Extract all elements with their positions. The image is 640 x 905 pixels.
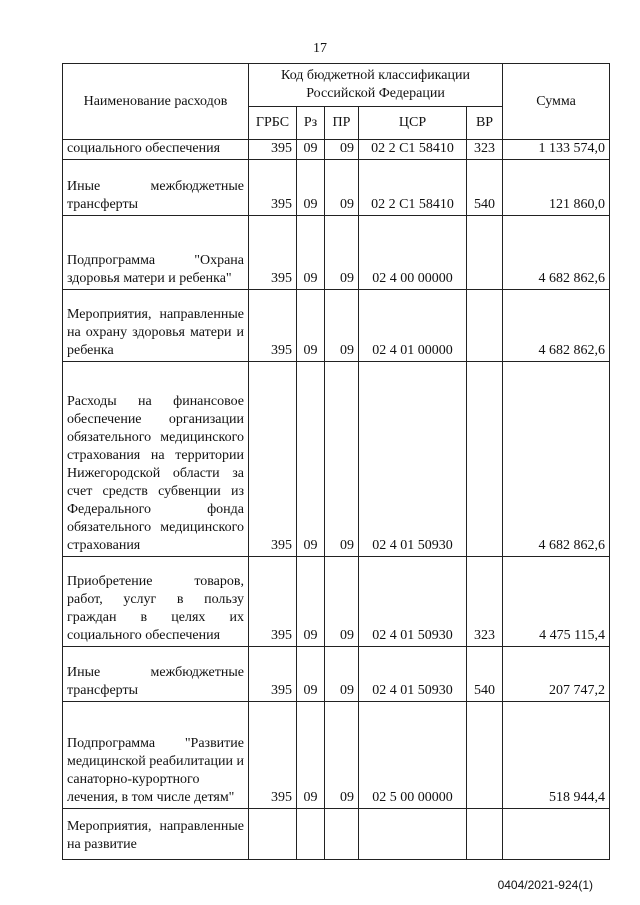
row-rz: 09 [297,290,325,362]
row-name: социального обеспечения [63,140,249,160]
row-pr: 09 [325,140,359,160]
row-grbs: 395 [249,290,297,362]
row-rz: 09 [297,362,325,557]
row-vr [467,809,503,860]
row-name: Подпрограмма "Развитие медицинской реабилитации и санаторно-курортного лечения, в том числе детям" [63,702,249,809]
row-pr: 09 [325,290,359,362]
document-code: 0404/2021-924(1) [497,878,593,892]
row-csr: 02 4 01 50930 [359,362,467,557]
row-pr: 09 [325,160,359,216]
row-grbs: 395 [249,557,297,647]
row-sum: 121 860,0 [503,160,610,216]
row-vr [467,290,503,362]
row-grbs: 395 [249,362,297,557]
row-pr: 09 [325,362,359,557]
row-name: Мероприятия, направленные на охрану здоровья матери и ребенка [63,290,249,362]
row-csr: 02 4 01 50930 [359,647,467,702]
row-grbs: 395 [249,216,297,290]
row-sum: 4 475 115,4 [503,557,610,647]
row-sum: 4 682 862,6 [503,362,610,557]
row-rz [297,809,325,860]
row-grbs [249,809,297,860]
header-grbs: ГРБС [249,107,297,140]
row-name: Подпрограмма "Охрана здоровья матери и ребенка" [63,216,249,290]
row-pr: 09 [325,647,359,702]
row-csr: 02 4 01 00000 [359,290,467,362]
row-rz: 09 [297,557,325,647]
row-rz: 09 [297,160,325,216]
row-name: Мероприятия, направленные на развитие [63,809,249,860]
row-pr: 09 [325,216,359,290]
row-sum: 4 682 862,6 [503,290,610,362]
row-csr: 02 5 00 00000 [359,702,467,809]
table-row [63,809,610,860]
row-name: Иные межбюджетные трансферты [63,647,249,702]
row-vr: 323 [467,140,503,160]
row-rz: 09 [297,647,325,702]
row-sum: 207 747,2 [503,647,610,702]
row-name: Приобретение товаров, работ, услуг в пользу граждан в целях их социального обеспечения [63,557,249,647]
table-row [63,216,610,290]
row-csr: 02 4 01 50930 [359,557,467,647]
header-pr: ПР [325,107,359,140]
table-row [63,362,610,557]
table-row [63,140,610,160]
row-pr: 09 [325,702,359,809]
row-rz: 09 [297,140,325,160]
row-name: Расходы на финансовое обеспечение организации обязательного медицинского страхования на территории Нижегородской области за счет средств субвенции из Федерального фонда обязательного медицинского страхования [63,362,249,557]
header-name: Наименование расходов [63,64,249,140]
row-csr [359,809,467,860]
row-pr [325,809,359,860]
row-grbs: 395 [249,702,297,809]
row-name: Иные межбюджетные трансферты [63,160,249,216]
row-sum [503,809,610,860]
row-sum: 4 682 862,6 [503,216,610,290]
row-vr: 540 [467,647,503,702]
row-pr: 09 [325,557,359,647]
header-code-group: Код бюджетной классификации Российской Федерации [249,64,503,107]
row-vr [467,362,503,557]
row-csr: 02 4 00 00000 [359,216,467,290]
header-csr: ЦСР [359,107,467,140]
budget-table [62,63,610,860]
table-row [63,557,610,647]
header-sum: Сумма [503,64,610,140]
header-vr: ВР [467,107,503,140]
row-vr: 323 [467,557,503,647]
table-row [63,702,610,809]
row-grbs: 395 [249,647,297,702]
row-csr: 02 2 С1 58410 [359,140,467,160]
page-number: 17 [313,41,327,56]
table-row [63,160,610,216]
row-vr [467,216,503,290]
row-rz: 09 [297,702,325,809]
row-sum: 1 133 574,0 [503,140,610,160]
row-vr [467,702,503,809]
row-sum: 518 944,4 [503,702,610,809]
table-row [63,290,610,362]
row-csr: 02 2 С1 58410 [359,160,467,216]
table-row [63,647,610,702]
row-vr: 540 [467,160,503,216]
row-grbs: 395 [249,160,297,216]
row-rz: 09 [297,216,325,290]
header-rz: Рз [297,107,325,140]
row-grbs: 395 [249,140,297,160]
